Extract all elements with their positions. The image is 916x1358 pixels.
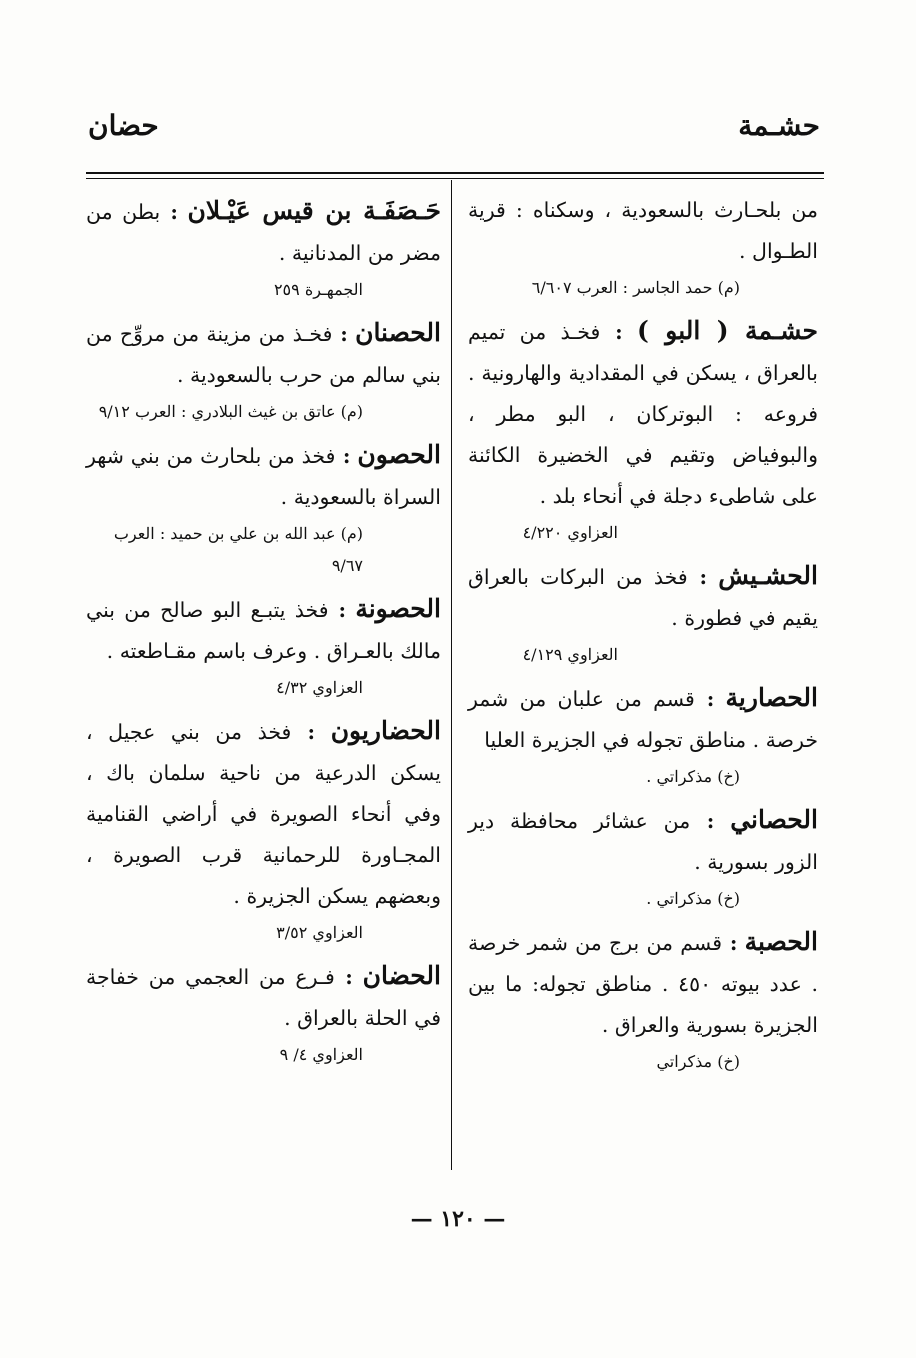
entry-title: الحصونة bbox=[355, 594, 441, 623]
column-divider bbox=[451, 180, 452, 1170]
entry-hasafa: حَـصَفَـة بن قيس عَيْـلان : بطن من مضر من المدنانية . الجمهـرة ٢٥٩ bbox=[86, 190, 441, 306]
entry-hadan: الحضان : فـرع من العجمي من خفاجة في الحلة بالعراق . العزاوي ٤/ ٩ bbox=[86, 955, 441, 1071]
entry-text: فخذ يتبـع البو صالح من بني مالك بالعـراق . وعرف باسم مقـاطعته . bbox=[86, 598, 441, 663]
entry-continued bbox=[468, 190, 818, 304]
entry-text: فخذ من البركات بالعراق يقيم في فطورة . bbox=[468, 565, 818, 630]
entry-source: (م) عاتق بن غيث البلادري : العرب ٩/١٢ bbox=[98, 402, 363, 421]
entry-hashma: حشـمة ( البو ) : فخـذ من تميم بالعراق ، يسكن في المقدادية والهارونية . فروعه : البوتركان ، البو مطر ، والبوفياض وتقيم في الخضيرة الكائنة على شاطىء دجلة في أنحاء بلد . العزاوي ٤/٢٢٠ bbox=[468, 310, 818, 549]
entry-text: قسم من برج من شمر خرصة . عدد بيوته ٤٥٠ . مناطق تجوله: ما بين الجزيرة بسورية والعراق . bbox=[468, 931, 818, 1037]
entry-source: العزاوي ٤/٢٢٠ bbox=[522, 523, 618, 542]
entry-text: فخذ من بني عجيل ، يسكن الدرعية من ناحية سلمان باك ، وفي أنحاء الصويرة في أراضي القنامية المجـاورة للرحمانية قرب الصويرة ، وبعضهم يسكن الجزيرة . bbox=[86, 720, 441, 908]
entry-husuna: الحصونة : فخذ يتبـع البو صالح من بني مالك بالعـراق . وعرف باسم مقـاطعته . العزاوي ٤/٣٢ bbox=[86, 588, 441, 704]
page-header bbox=[88, 100, 820, 150]
entry-source: العزاوي ٤/١٢٩ bbox=[522, 645, 618, 664]
entry-source: العزاوي ٤/٣٢ bbox=[276, 678, 363, 697]
entry-text: فـرع من العجمي من خفاجة في الحلة بالعراق . bbox=[86, 965, 441, 1030]
left-column bbox=[86, 190, 441, 1077]
entry-text: من عشائر محافظة دير الزور بسورية . bbox=[468, 809, 818, 874]
entry-hisnan: الحصنان : فخـذ من مزينة من مروِّح من بني سالم من حرب بالسعودية . (م) عاتق بن غيث البلادري : العرب ٩/١٢ bbox=[86, 312, 441, 428]
entry-text: بطن من مضر من المدنانية . bbox=[86, 200, 441, 265]
entry-source: العزاوي ٣/٥٢ bbox=[276, 923, 363, 942]
entry-text: فخـذ من مزينة من مروِّح من بني سالم من حرب بالسعودية . bbox=[86, 322, 441, 387]
entry-text: فخذ من بلحارث من بني شهر السراة بالسعودية . bbox=[86, 444, 441, 509]
entry-husun: الحصون : فخذ من بلحارث من بني شهر السراة بالسعودية . (م) عبد الله بن علي بن حميد : العرب ٩/٦٧ bbox=[86, 434, 441, 582]
entry-text: من بلحـارث بالسعودية ، وسكناه : قرية الطـوال . bbox=[468, 198, 818, 263]
entry-source: (م) حمد الجاسر : العرب ٦/٦٠٧ bbox=[531, 278, 740, 297]
entry-hasani: الحصاني : من عشائر محافظة دير الزور بسورية . (خ) مذكراتي . bbox=[468, 799, 818, 915]
entry-hasariya: الحصارية : قسم من علبان من شمر خرصة . مناطق تجوله في الجزيرة العليا (خ) مذكراتي . bbox=[468, 677, 818, 793]
entry-title: الحصنان bbox=[355, 318, 441, 347]
entry-title: الحصارية bbox=[725, 683, 818, 712]
entry-title: الحضان bbox=[362, 961, 441, 990]
entry-source: (خ) مذكراتي . bbox=[646, 767, 740, 786]
entry-text: فخـذ من تميم بالعراق ، يسكن في المقدادية والهارونية . فروعه : البوتركان ، البو مطر ، والبوفياض وتقيم في الخضيرة الكائنة على شاطىء دجلة في أنحاء بلد . bbox=[468, 320, 818, 508]
entry-title: الحضاريون bbox=[330, 716, 441, 745]
entry-title: الحصون bbox=[357, 440, 441, 469]
entry-title: حشـمة ( البو ) bbox=[637, 316, 818, 345]
page-number: — ١٢٠ — bbox=[410, 1206, 506, 1232]
entry-source: (خ) مذكراتي bbox=[656, 1052, 740, 1071]
header-left-word: حضان bbox=[88, 108, 159, 142]
entry-hasba: الحصبة : قسم من برج من شمر خرصة . عدد بيوته ٤٥٠ . مناطق تجوله: ما بين الجزيرة بسورية والعراق . (خ) مذكراتي bbox=[468, 921, 818, 1078]
entry-title: الحشـيش bbox=[718, 561, 818, 590]
entry-source: الجمهـرة ٢٥٩ bbox=[273, 280, 363, 299]
entry-title: الحصبة bbox=[744, 927, 818, 956]
entry-source: العزاوي ٤/ ٩ bbox=[279, 1045, 363, 1064]
entry-source: (خ) مذكراتي . bbox=[646, 889, 740, 908]
entry-hashish: الحشـيش : فخذ من البركات بالعراق يقيم في فطورة . العزاوي ٤/١٢٩ bbox=[468, 555, 818, 671]
header-right-word: حشـمة bbox=[738, 108, 820, 142]
header-rule-thin bbox=[86, 178, 824, 179]
entry-title: الحصاني bbox=[730, 805, 818, 834]
entry-text: قسم من علبان من شمر خرصة . مناطق تجوله في الجزيرة العليا bbox=[468, 687, 818, 752]
header-rule-thick bbox=[86, 172, 824, 174]
entry-title: حَـصَفَـة بن قيس عَيْـلان bbox=[187, 196, 441, 225]
entry-hadariyun: الحضاريون : فخذ من بني عجيل ، يسكن الدرعية من ناحية سلمان باك ، وفي أنحاء الصويرة في أراضي القنامية المجـاورة للرحمانية قرب الصويرة ، وبعضهم يسكن الجزيرة . العزاوي ٣/٥٢ bbox=[86, 710, 441, 949]
entry-source: (م) عبد الله بن علي بن حميد : العرب ٩/٦٧ bbox=[113, 524, 363, 575]
right-column bbox=[468, 190, 818, 1084]
